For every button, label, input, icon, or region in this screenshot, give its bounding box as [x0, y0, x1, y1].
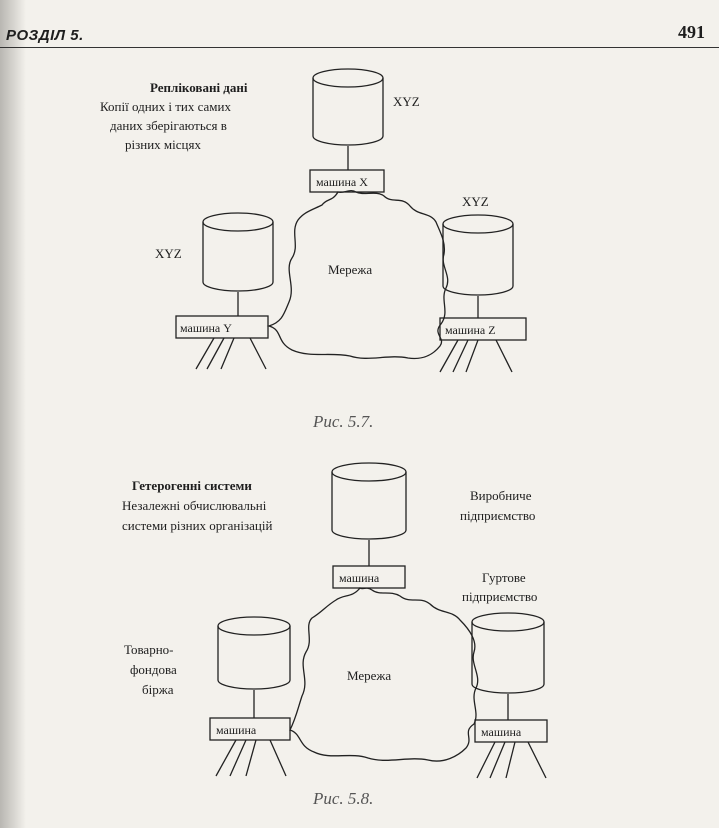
database-left-icon [218, 617, 290, 689]
fig8-desc-line2: системи різних організацій [122, 518, 273, 533]
db-left-label: XYZ [155, 246, 182, 261]
workstation-lines-right [477, 742, 546, 778]
fig8-title: Гетерогенні системи [132, 478, 252, 493]
left-org-line3: біржа [142, 682, 174, 697]
figure-5-7 [0, 55, 719, 385]
database-top-icon [313, 69, 383, 145]
machine-right-label: машина [481, 725, 522, 739]
section-header: РОЗДІЛ 5. [6, 27, 84, 44]
left-org-line1: Товарно- [124, 642, 174, 657]
right-org-line1: Гуртове [482, 570, 526, 585]
top-org-line1: Виробниче [470, 488, 532, 503]
machine-z-label: машина Z [445, 323, 496, 337]
network-label: Мережа [347, 668, 392, 683]
fig7-desc-line2: даних зберігаються в [110, 118, 227, 133]
workstation-lines-right [440, 340, 512, 372]
machine-x-label: машина X [316, 175, 368, 189]
workstation-lines-left [216, 740, 286, 776]
workstation-lines-left [196, 338, 266, 369]
left-org-line2: фондова [130, 662, 177, 677]
caption-fig-5-7: Рис. 5.7. [313, 412, 374, 431]
right-org-line2: підприємство [462, 589, 538, 604]
machine-left-label: машина [216, 723, 257, 737]
top-org-line2: підприємство [460, 508, 536, 523]
database-top-icon [332, 463, 406, 539]
database-left-icon [203, 213, 273, 291]
fig7-desc-line1: Копії одних і тих самих [100, 99, 231, 114]
database-right-icon [472, 613, 544, 693]
caption-fig-5-8: Рис. 5.8. [313, 789, 374, 808]
fig7-title: Репліковані дані [150, 80, 248, 95]
fig7-desc-line3: різних місцях [125, 137, 201, 152]
machine-y-label: машина Y [180, 321, 232, 335]
header-rule [0, 47, 719, 48]
db-right-label: XYZ [462, 194, 489, 209]
page-number: 491 [678, 22, 705, 42]
db-top-label: XYZ [393, 94, 420, 109]
fig8-desc-line1: Незалежні обчислювальні [122, 498, 267, 513]
network-label: Мережа [328, 262, 373, 277]
database-right-icon [443, 215, 513, 295]
machine-top-label: машина [339, 571, 380, 585]
figure-5-8 [0, 450, 719, 780]
